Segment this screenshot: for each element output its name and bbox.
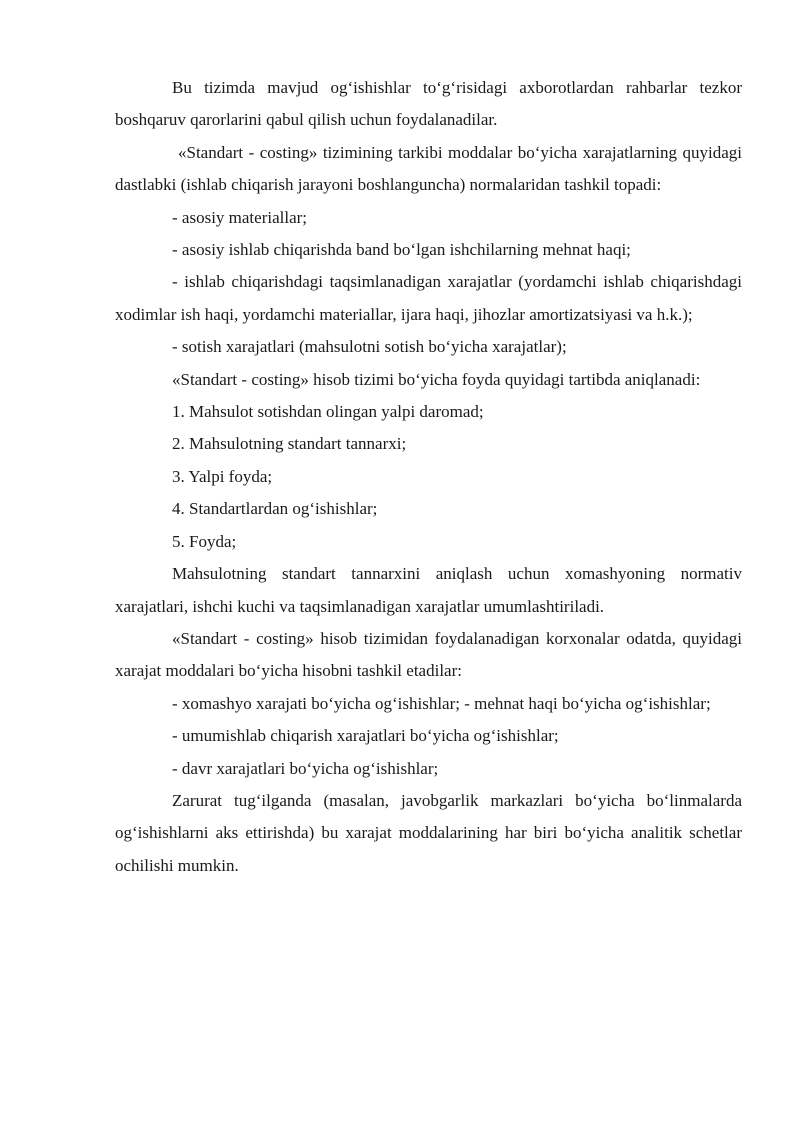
list-item-profit: 5. Foyda; (172, 531, 237, 551)
paragraph-intro: Bu tizimda mavjud og‘ishishlar to‘g‘risidagi axborotlardan rahbarlar tezkor boshqaruv qarorlarini qabul qilish uchun foydalanadilar. (115, 78, 742, 130)
paragraph-standard-cost-calc: Mahsulotning standart tannarxini aniqlash uchun xomashyoning normativ xarajatlari, ishchi kuchi va taqsimlanadigan xarajatlar umumlashtiriladi. (115, 564, 742, 616)
list-item-materials: - asosiy materiallar; (172, 207, 308, 227)
paragraph-enterprises: «Standart - costing» hisob tizimidan foydalanadigan korxonalar odatda, quyidagi xarajat moddalari bo‘yicha hisobni tashkil etadilar: (115, 628, 742, 681)
list-item-deviations: 4. Standartlardan og‘ishishlar; (172, 499, 378, 519)
document-page (115, 72, 742, 882)
list-item-standard-cost: 2. Mahsulotning standart tannarxi; (172, 434, 407, 454)
list-item-wages: - asosiy ishlab chiqarishda band bo‘lgan ishchilarning mehnat haqi; (172, 240, 631, 260)
list-item-material-labor-deviations: - xomashyo xarajati bo‘yicha og‘ishishlar; - mehnat haqi bo‘yicha og‘ishishlar; (172, 693, 711, 713)
list-item-selling-costs: - sotish xarajatlari (mahsulotni sotish bo‘yicha xarajatlar); (172, 337, 567, 357)
list-item-gross-revenue: 1. Mahsulot sotishdan olingan yalpi daromad; (172, 402, 484, 422)
list-item-period-cost-deviations: - davr xarajatlari bo‘yicha og‘ishishlar; (172, 758, 439, 778)
paragraph-standard-costing-composition: «Standart - costing» tizimining tarkibi moddalar bo‘yicha xarajatlarning quyidagi dastlabki (ishlab chiqarish jarayoni boshlanguncha) normalaridan tashkil topadi: (115, 142, 742, 195)
list-item-production-overhead-deviations: - umumishlab chiqarish xarajatlari bo‘yicha og‘ishishlar; (172, 726, 559, 746)
list-item-overhead: - ishlab chiqarishdagi taqsimlanadigan xarajatlar (yordamchi ishlab chiqarishdagi xodimlar ish haqi, yordamchi materiallar, ijara haqi, jihozlar amortizatsiyasi va h.k.); (115, 272, 742, 324)
list-item-gross-profit: 3. Yalpi foyda; (172, 466, 273, 486)
paragraph-analytic-accounts: Zarurat tug‘ilganda (masalan, javobgarlik markazlari bo‘yicha bo‘linmalarda og‘ishishlarni aks ettirishda) bu xarajat moddalarining har biri bo‘yicha analitik schetlar ochilishi mumkin. (115, 790, 742, 875)
paragraph-profit-order: «Standart - costing» hisob tizimi bo‘yicha foyda quyidagi tartibda aniqlanadi: (172, 369, 701, 389)
